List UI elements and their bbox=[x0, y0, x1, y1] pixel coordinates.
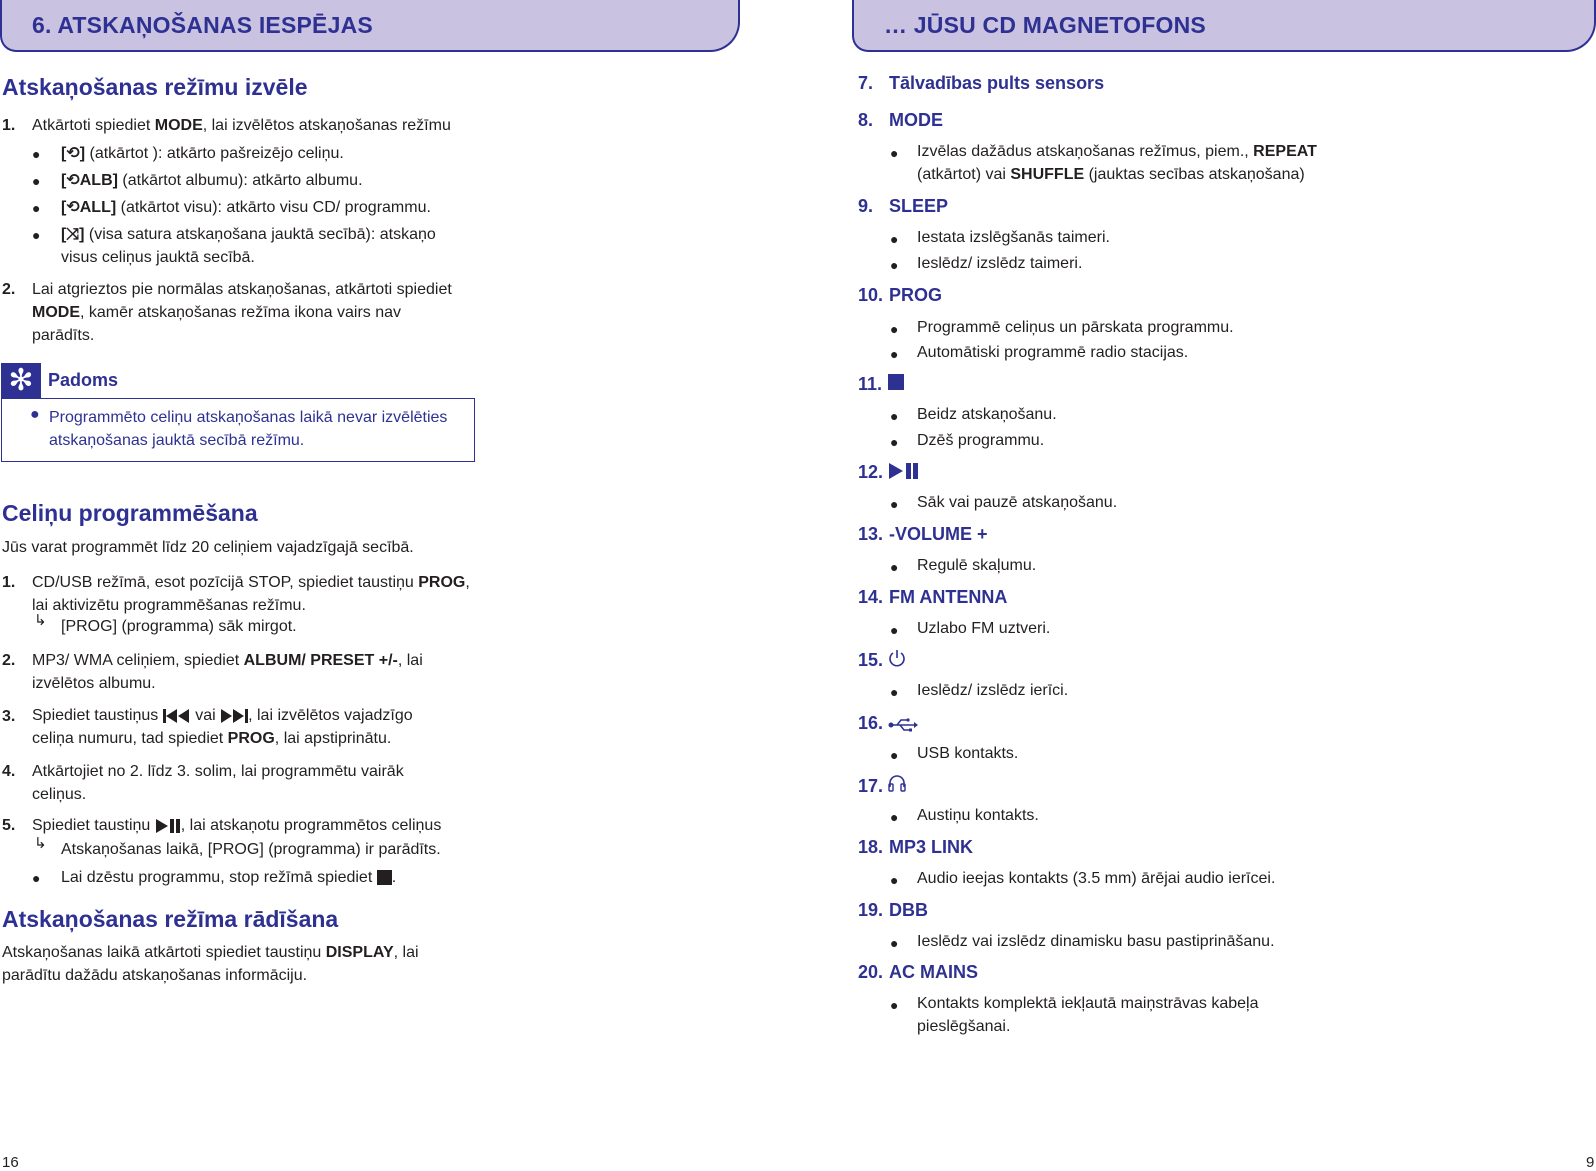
item-number: 9. bbox=[858, 196, 874, 216]
bullet: ● bbox=[890, 321, 899, 337]
item-number: 12. bbox=[858, 462, 884, 482]
tip-text: Programmēto celiņu atskaņošanas laikā nevar izvēlēties atskaņošanas jauktā secībā režīmu. bbox=[49, 409, 448, 449]
bullet: ● bbox=[890, 496, 899, 512]
bullet-text: Dzēš programmu. bbox=[917, 432, 1045, 449]
bullet: ● bbox=[890, 346, 899, 362]
tip-asterisk-icon: ✻ bbox=[1, 363, 41, 398]
item-number: 17. bbox=[858, 776, 884, 796]
bullet: ● bbox=[32, 173, 41, 189]
item-label: AC MAINS bbox=[889, 962, 978, 982]
item-number: 14. bbox=[858, 587, 884, 607]
step-number: 2. bbox=[2, 652, 16, 669]
bullet: ● bbox=[890, 559, 899, 575]
bullet: ● bbox=[890, 231, 899, 247]
item-label: MODE bbox=[889, 110, 943, 130]
step-number: 3. bbox=[2, 708, 16, 725]
bullet-text: Automātiski programmē radio stacijas. bbox=[917, 344, 1189, 361]
bullet-text: Sāk vai pauzē atskaņošanu. bbox=[917, 494, 1118, 511]
item-number: 13. bbox=[858, 524, 884, 544]
play-pause-icon bbox=[155, 818, 181, 834]
step-result: [PROG] (programma) sāk mirgot. bbox=[61, 618, 297, 635]
headphones-icon bbox=[888, 774, 906, 792]
bullet: ● bbox=[890, 408, 899, 424]
step-result: Atskaņošanas laikā, [PROG] (programma) ir parādīts. bbox=[61, 841, 441, 858]
bullet-text: USB kontakts. bbox=[917, 745, 1019, 762]
bullet-text: Uzlabo FM uztveri. bbox=[917, 620, 1051, 637]
step-text: Atkārtoti spiediet MODE, lai izvēlētos atskaņošanas režīmu bbox=[32, 117, 451, 134]
item-number: 16. bbox=[858, 713, 884, 733]
bullet-text: Austiņu kontakts. bbox=[917, 807, 1039, 824]
right-header-bar bbox=[852, 0, 1596, 52]
bullet: ● bbox=[32, 146, 41, 162]
stop-icon bbox=[377, 870, 392, 885]
bullet: ● bbox=[890, 434, 899, 450]
section-text: Atskaņošanas laikā atkārtoti spiediet taustiņu DISPLAY, lai parādītu dažādu atskaņošanas informāciju. bbox=[2, 944, 419, 984]
bullet-text: [⤨] (visa satura atskaņošana jauktā secībā): atskaņo visus celiņus jauktā secībā. bbox=[61, 226, 436, 266]
item-number: 15. bbox=[858, 650, 884, 670]
step-text: CD/USB režīmā, esot pozīcijā STOP, spiediet taustiņu PROG, lai aktivizētu programmēšanas režīmu. bbox=[32, 574, 470, 614]
power-icon bbox=[888, 648, 906, 668]
item-number: 11. bbox=[858, 374, 883, 394]
bullet: ● bbox=[890, 684, 899, 700]
bullet-text: Lai dzēstu programmu, stop režīmā spiediet . bbox=[61, 869, 397, 886]
bullet: ● bbox=[890, 257, 899, 273]
item-number: 20. bbox=[858, 962, 884, 982]
page-number: 9 bbox=[1586, 1154, 1595, 1171]
left-header-bar bbox=[0, 0, 740, 52]
item-label: MP3 LINK bbox=[889, 837, 974, 857]
item-label: PROG bbox=[889, 285, 943, 305]
bullet: ● bbox=[32, 227, 41, 243]
step-text: Spiediet taustiņu , lai atskaņotu programmētos celiņus bbox=[32, 817, 442, 834]
section-title-display: Atskaņošanas režīma rādīšana bbox=[2, 906, 339, 932]
item-label: SLEEP bbox=[889, 196, 949, 216]
step-number: 2. bbox=[2, 281, 16, 298]
next-icon bbox=[220, 708, 248, 724]
step-number: 1. bbox=[2, 574, 16, 591]
page-number: 16 bbox=[2, 1154, 19, 1171]
bullet: ● bbox=[890, 809, 899, 825]
item-label: DBB bbox=[889, 900, 928, 920]
right-page bbox=[852, 0, 1596, 1171]
bullet: ● bbox=[890, 935, 899, 951]
stop-icon bbox=[888, 374, 904, 390]
bullet: ● bbox=[890, 872, 899, 888]
step-number: 4. bbox=[2, 763, 16, 780]
left-page bbox=[0, 0, 760, 1171]
item-number: 19. bbox=[858, 900, 884, 920]
item-number: 18. bbox=[858, 837, 884, 857]
bullet-text: Ieslēdz vai izslēdz dinamisku basu pastiprināšanu. bbox=[917, 933, 1275, 950]
item-number: 10. bbox=[858, 285, 884, 305]
section-title-programming: Celiņu programmēšana bbox=[2, 500, 258, 526]
section-intro: Jūs varat programmēt līdz 20 celiņiem vajadzīgajā secībā. bbox=[2, 539, 414, 556]
previous-icon bbox=[163, 708, 191, 724]
bullet: ● bbox=[890, 145, 899, 161]
step-text: Atkārtojiet no 2. līdz 3. solim, lai programmētu vairāk celiņus. bbox=[32, 763, 404, 803]
bullet-text: Iestata izslēgšanās taimeri. bbox=[917, 229, 1110, 246]
bullet: ● bbox=[890, 747, 899, 763]
bullet-text: Ieslēdz/ izslēdz ierīci. bbox=[917, 682, 1069, 699]
bullet-text: [⟲] (atkārtot ): atkārto pašreizējo celiņu. bbox=[61, 145, 344, 162]
usb-icon bbox=[888, 718, 918, 732]
tip-bullet: ● bbox=[30, 406, 40, 423]
right-header-title: … JŪSU CD MAGNETOFONS bbox=[884, 12, 1206, 38]
bullet-text: Izvēlas dažādus atskaņošanas režīmus, piem., REPEAT (atkārtot) vai SHUFFLE (jauktas secības atskaņošana) bbox=[917, 143, 1317, 183]
item-number: 7. bbox=[858, 73, 874, 93]
bullet-text: [⟲ALL] (atkārtot visu): atkārto visu CD/ programmu. bbox=[61, 199, 431, 216]
step-text: Spiediet taustiņus vai , lai izvēlētos vajadzīgo celiņa numuru, tad spiediet PROG, lai apstiprinātu. bbox=[32, 707, 413, 747]
bullet: ● bbox=[890, 997, 899, 1013]
bullet-text: Audio ieejas kontakts (3.5 mm) ārējai audio ierīcei. bbox=[917, 870, 1276, 887]
step-number: 1. bbox=[2, 117, 16, 134]
result-arrow-icon: ↳ bbox=[34, 835, 47, 852]
step-text: MP3/ WMA celiņiem, spiediet ALBUM/ PRESET +/-, lai izvēlētos albumu. bbox=[32, 652, 423, 692]
step-number: 5. bbox=[2, 817, 16, 834]
result-arrow-icon: ↳ bbox=[34, 612, 47, 629]
step-text: Lai atgrieztos pie normālas atskaņošanas, atkārtoti spiediet MODE, kamēr atskaņošanas režīma ikona vairs nav parādīts. bbox=[32, 281, 452, 344]
bullet-text: Beidz atskaņošanu. bbox=[917, 406, 1057, 423]
play-pause-icon bbox=[888, 462, 920, 480]
item-number: 8. bbox=[858, 110, 874, 130]
section-title-mode: Atskaņošanas režīmu izvēle bbox=[2, 74, 308, 100]
bullet: ● bbox=[32, 200, 41, 216]
item-label: -VOLUME + bbox=[889, 524, 988, 544]
bullet: ● bbox=[32, 870, 41, 886]
bullet-text: Programmē celiņus un pārskata programmu. bbox=[917, 319, 1234, 336]
item-label: FM ANTENNA bbox=[889, 587, 1008, 607]
bullet-text: Kontakts komplektā iekļautā maiņstrāvas kabeļa pieslēgšanai. bbox=[917, 995, 1259, 1035]
bullet-text: Ieslēdz/ izslēdz taimeri. bbox=[917, 255, 1083, 272]
bullet-text: Regulē skaļumu. bbox=[917, 557, 1037, 574]
item-label: Tālvadības pults sensors bbox=[889, 73, 1105, 93]
bullet-text: [⟲ALB] (atkārtot albumu): atkārto albumu. bbox=[61, 172, 363, 189]
left-header-title: 6. ATSKAŅOŠANAS IESPĒJAS bbox=[32, 12, 373, 38]
tip-label: Padoms bbox=[48, 370, 119, 390]
bullet: ● bbox=[890, 622, 899, 638]
